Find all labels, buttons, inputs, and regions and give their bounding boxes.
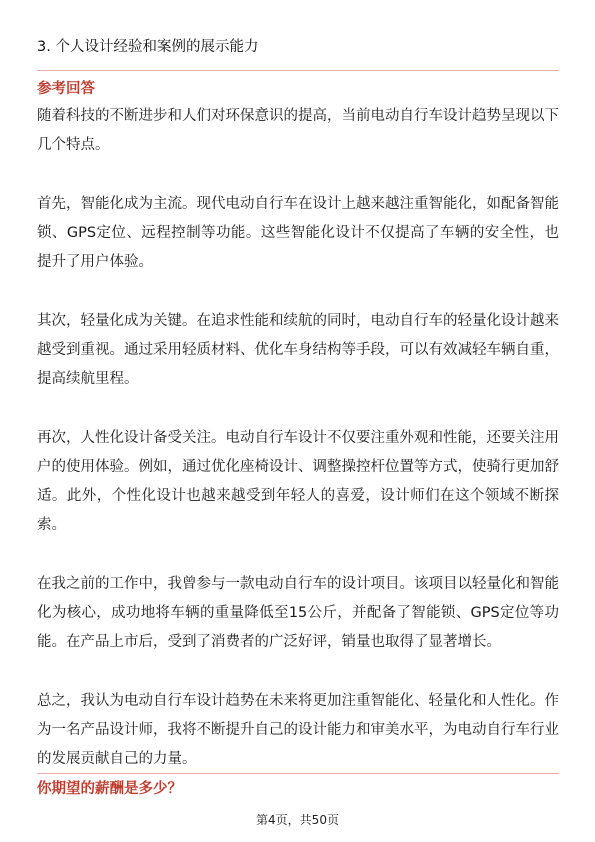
next-question-heading: 你期望的薪酬是多少？ (37, 781, 182, 797)
page-number: 第4页，共50页 (256, 813, 339, 827)
paragraph-conclusion: 总之，我认为电动自行车设计趋势在未来将更加注重智能化、轻量化和人性化。作为一名产品设计师，我将不断提升自己的设计能力和审美水平，为电动自行车行业的发展贡献自己的力量。 (37, 693, 559, 767)
section-title: 3. 个人设计经验和案例的展示能力 (37, 39, 259, 55)
paragraph-experience: 在我之前的工作中，我曾参与一款电动自行车的设计项目。该项目以轻量化和智能化为核心，成功地将车辆的重量降低至15公斤，并配备了智能锁、GPS定位等功能。在产品上市后，受到了消费者的广泛好评，销量也取得了显著增长。 (37, 576, 559, 650)
answer-label: 参考回答 (37, 81, 95, 97)
paragraph-intelligence: 首先，智能化成为主流。现代电动自行车在设计上越来越注重智能化，如配备智能锁、GPS定位、远程控制等功能。这些智能化设计不仅提高了车辆的安全性，也提升了用户体验。 (37, 196, 559, 270)
paragraph-lightweight: 其次，轻量化成为关键。在追求性能和续航的同时，电动自行车的轻量化设计越来越受到重视。通过采用轻质材料、优化车身结构等手段，可以有效减轻车辆自重，提高续航里程。 (37, 313, 559, 387)
document-page (37, 30, 559, 804)
paragraph-humanized: 再次，人性化设计备受关注。电动自行车设计不仅要注重外观和性能，还要关注用户的使用体验。例如，通过优化座椅设计、调整操控杆位置等方式，使骑行更加舒适。此外，个性化设计也越来越受到年轻人的喜爱，设计师们在这个领域不断探索。 (37, 430, 559, 533)
answer-divider (37, 70, 559, 71)
question-divider (37, 773, 559, 774)
paragraph-intro: 随着科技的不断进步和人们对环保意识的提高，当前电动自行车设计趋势呈现以下几个特点。 (37, 108, 559, 153)
